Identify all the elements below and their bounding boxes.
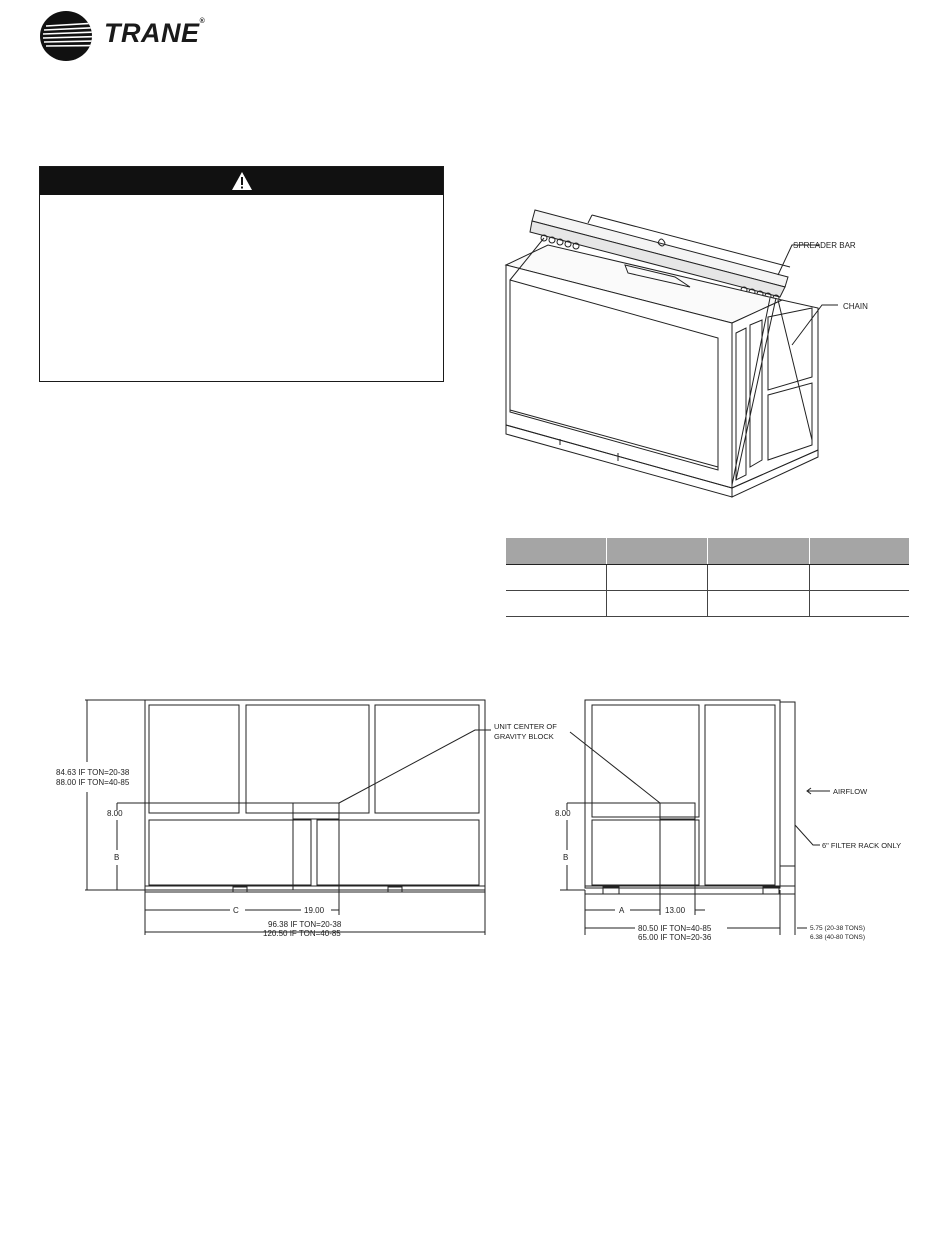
cg-block <box>293 803 339 819</box>
front-width-label-1: 96.38 IF TON=20-38 <box>268 920 342 929</box>
side-width-label-1: 80.50 IF TON=40-85 <box>638 924 712 933</box>
side-cg-width-label: 13.00 <box>665 906 686 915</box>
brand-wordmark <box>104 18 205 49</box>
registered-mark: ® <box>199 18 206 25</box>
cg-leader <box>339 730 491 803</box>
table-header-cell <box>607 538 708 565</box>
table-cell <box>708 565 809 591</box>
table-row <box>506 591 909 617</box>
front-c-label: C <box>233 906 239 915</box>
warning-box <box>39 166 444 382</box>
filter-rack <box>780 702 795 866</box>
filter-rack-label: 6" FILTER RACK ONLY <box>822 841 902 850</box>
table-header-cell <box>708 538 809 565</box>
airflow-label: AIRFLOW <box>833 787 868 796</box>
side-a-label: A <box>619 906 625 915</box>
front-width-label-2: 120.50 IF TON=40-85 <box>263 929 341 938</box>
side-width-label-2: 65.00 IF TON=20-36 <box>638 933 712 942</box>
warning-triangle-icon <box>231 171 253 191</box>
table-cell <box>809 565 909 591</box>
cg-block-label-line-1: UNIT CENTER OF <box>494 722 557 731</box>
chain-label: CHAIN <box>843 302 868 311</box>
side-cg-leader <box>570 732 660 803</box>
side-b-label: B <box>563 853 569 862</box>
front-cg-width-label: 19.00 <box>304 906 325 915</box>
table-cell <box>607 565 708 591</box>
front-view-drawing <box>55 690 495 940</box>
front-height-label-2: 88.00 IF TON=40-85 <box>56 778 130 787</box>
front-b-label: B <box>114 853 120 862</box>
cg-block-label-line-2: GRAVITY BLOCK <box>494 732 554 741</box>
table-header-cell <box>809 538 909 565</box>
warning-header <box>40 167 443 195</box>
brand-name: TRANE <box>104 18 200 48</box>
lifting-illustration <box>500 205 920 505</box>
trane-logo-icon <box>38 10 98 62</box>
rack-label-1: 5.75 (20-38 TONS) <box>810 925 866 932</box>
weights-table <box>506 538 909 617</box>
side-view-drawing <box>545 690 925 950</box>
front-height-label-1: 84.63 IF TON=20-38 <box>56 768 130 777</box>
table-row <box>506 565 909 591</box>
side-cg-height-label: 8.00 <box>555 809 571 818</box>
filter-rack-leader <box>795 825 820 845</box>
side-unit-outline <box>585 700 780 888</box>
trane-logo <box>38 10 98 62</box>
table-cell <box>506 565 607 591</box>
table-cell <box>506 591 607 617</box>
spreader-bar-label: SPREADER BAR <box>793 241 856 250</box>
table-cell <box>708 591 809 617</box>
table-header-cell <box>506 538 607 565</box>
table-cell <box>809 591 909 617</box>
table-header-row <box>506 538 909 565</box>
front-cg-height-label: 8.00 <box>107 809 123 818</box>
front-unit-outline <box>145 700 485 890</box>
table-cell <box>607 591 708 617</box>
rack-label-2: 6.38 (40-80 TONS) <box>810 934 866 941</box>
